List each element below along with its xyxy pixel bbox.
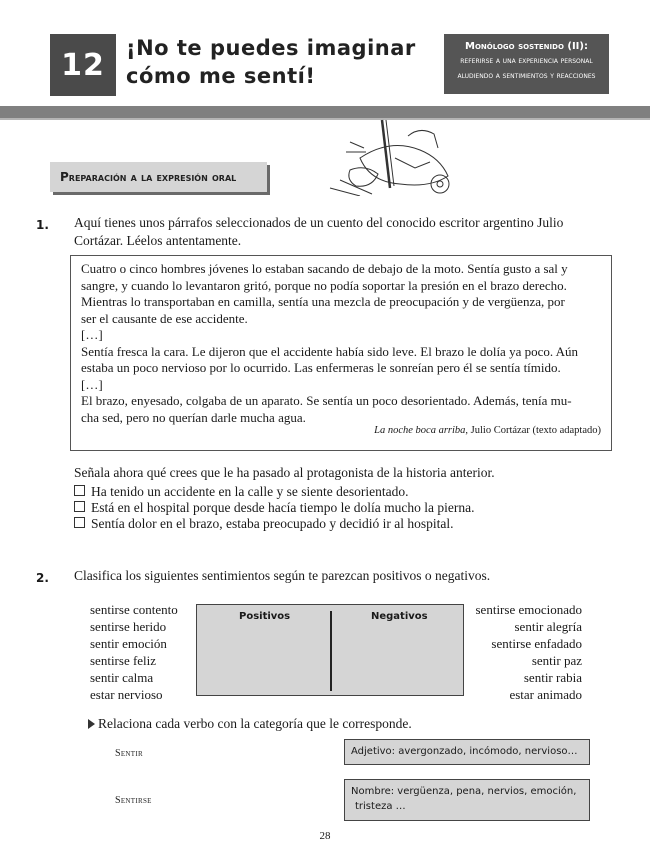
checkbox[interactable] — [74, 485, 85, 496]
left-feelings-list — [90, 601, 178, 703]
passage-line: Cuatro o cinco hombres jóvenes lo estaban sacando de debajo de la moto. Sentía gusto a sal y — [81, 261, 568, 276]
tag-line-2: aludiendo a sentimientos y reacciones — [457, 71, 596, 81]
relate-instruction — [88, 716, 412, 732]
feeling-item: sentirse feliz — [90, 653, 157, 668]
question-1-instruction — [74, 214, 619, 250]
citation-author: , Julio Cortázar (texto adaptado) — [465, 424, 601, 436]
feeling-item: estar nervioso — [90, 687, 163, 702]
classification-table — [196, 604, 464, 696]
feeling-item: sentir calma — [90, 670, 154, 685]
noun-box-line-1: Nombre: vergüenza, pena, nervios, emoción, — [351, 786, 577, 797]
page-title — [126, 34, 426, 90]
verb-sentirse: Sentirse — [115, 795, 152, 806]
tag-line-1: referirse a una experiencia personal — [460, 56, 593, 66]
unit-number: 12 — [50, 34, 116, 96]
feeling-item: sentirse emocionado — [475, 602, 582, 617]
checkbox[interactable] — [74, 517, 85, 528]
title-line-1: ¡No te puedes imaginar — [126, 36, 416, 60]
passage-line: […] — [81, 327, 103, 342]
feeling-item: sentirse herido — [90, 619, 167, 634]
page-number: 28 — [319, 830, 331, 842]
header-band — [0, 106, 650, 118]
passage-line: El brazo, enyesado, colgaba de un aparato. Se sentía un poco desorientado. Además, tenía mu- — [81, 393, 572, 408]
column-positive: Positivos — [239, 611, 291, 622]
tag-title: Monólogo sostenido (II): — [465, 41, 588, 52]
question-1-followup: Señala ahora qué crees que le ha pasado al protagonista de la historia anterior. — [74, 465, 495, 480]
passage-line: ser el causante de ese accidente. — [81, 310, 248, 326]
feeling-item: sentirse enfadado — [491, 636, 582, 651]
passage-line: Mientras lo transportaban en camilla, sentía una mezcla de preocupación y de vergüenza, por — [81, 294, 565, 309]
title-line-2: cómo me sentí! — [126, 64, 316, 88]
noun-box-line-2: tristeza … — [355, 801, 406, 812]
option-2-label: Está en el hospital porque desde hacía tiempo le dolía mucho la pierna. — [91, 500, 475, 515]
category-box-noun — [344, 779, 590, 821]
passage-citation — [374, 423, 601, 440]
feeling-item: sentirse contento — [90, 602, 178, 617]
q1-instruction-line-2: Cortázar. Léelos antentamente. — [74, 233, 242, 248]
passage-line: estaba un poco nervioso por lo ocurrido. Las enfermeras le sonreían pero él se sentía tímido. — [81, 360, 561, 375]
option-1-label: Ha tenido un accidente en la calle y se siente desorientado. — [91, 484, 409, 499]
checkbox[interactable] — [74, 501, 85, 512]
citation-title: La noche boca arriba — [374, 424, 466, 436]
option-1[interactable] — [74, 484, 409, 501]
table-divider — [330, 611, 332, 691]
passage-line: Sentía fresca la cara. Le dijeron que el accidente había sido leve. El brazo le dolía ya poco. Aún — [81, 343, 579, 359]
topic-tag — [444, 34, 609, 94]
passage-line: […] — [81, 376, 103, 392]
option-3[interactable] — [74, 516, 454, 533]
option-3-label: Sentía dolor en el brazo, estaba preocupado y decidió ir al hospital. — [91, 516, 454, 531]
column-negative: Negativos — [371, 611, 428, 622]
feeling-item: estar animado — [509, 687, 582, 702]
motorbike-crash-illustration — [320, 118, 470, 196]
passage-line: sangre, y cuando lo levantaron gritó, porque no podía soportar la presión en el brazo derecho. — [81, 277, 567, 293]
triangle-bullet-icon — [88, 719, 95, 729]
relate-instruction-text: Relaciona cada verbo con la categoría que le corresponde. — [98, 716, 412, 731]
verb-sentir: Sentir — [115, 748, 143, 759]
question-2-instruction: Clasifica los siguientes sentimientos según te parezcan positivos o negativos. — [74, 568, 491, 583]
question-2-number: 2. — [36, 571, 49, 585]
right-feelings-list — [476, 601, 583, 703]
option-2[interactable] — [74, 500, 475, 517]
feeling-item: sentir alegría — [514, 619, 582, 634]
feeling-item: sentir rabia — [523, 670, 582, 685]
reading-passage — [70, 255, 612, 451]
passage-line: cha sed, pero no querían darle mucha agua. — [81, 409, 306, 425]
category-box-adjective: Adjetivo: avergonzado, incómodo, nervioso… — [344, 739, 590, 765]
feeling-item: sentir emoción — [90, 636, 167, 651]
q1-instruction-line-1: Aquí tienes unos párrafos seleccionados de un cuento del conocido escritor argentino Julio — [74, 215, 564, 230]
question-1-number: 1. — [36, 218, 49, 232]
feeling-item: sentir paz — [531, 653, 582, 668]
section-title: Preparación a la expresión oral — [50, 162, 267, 192]
